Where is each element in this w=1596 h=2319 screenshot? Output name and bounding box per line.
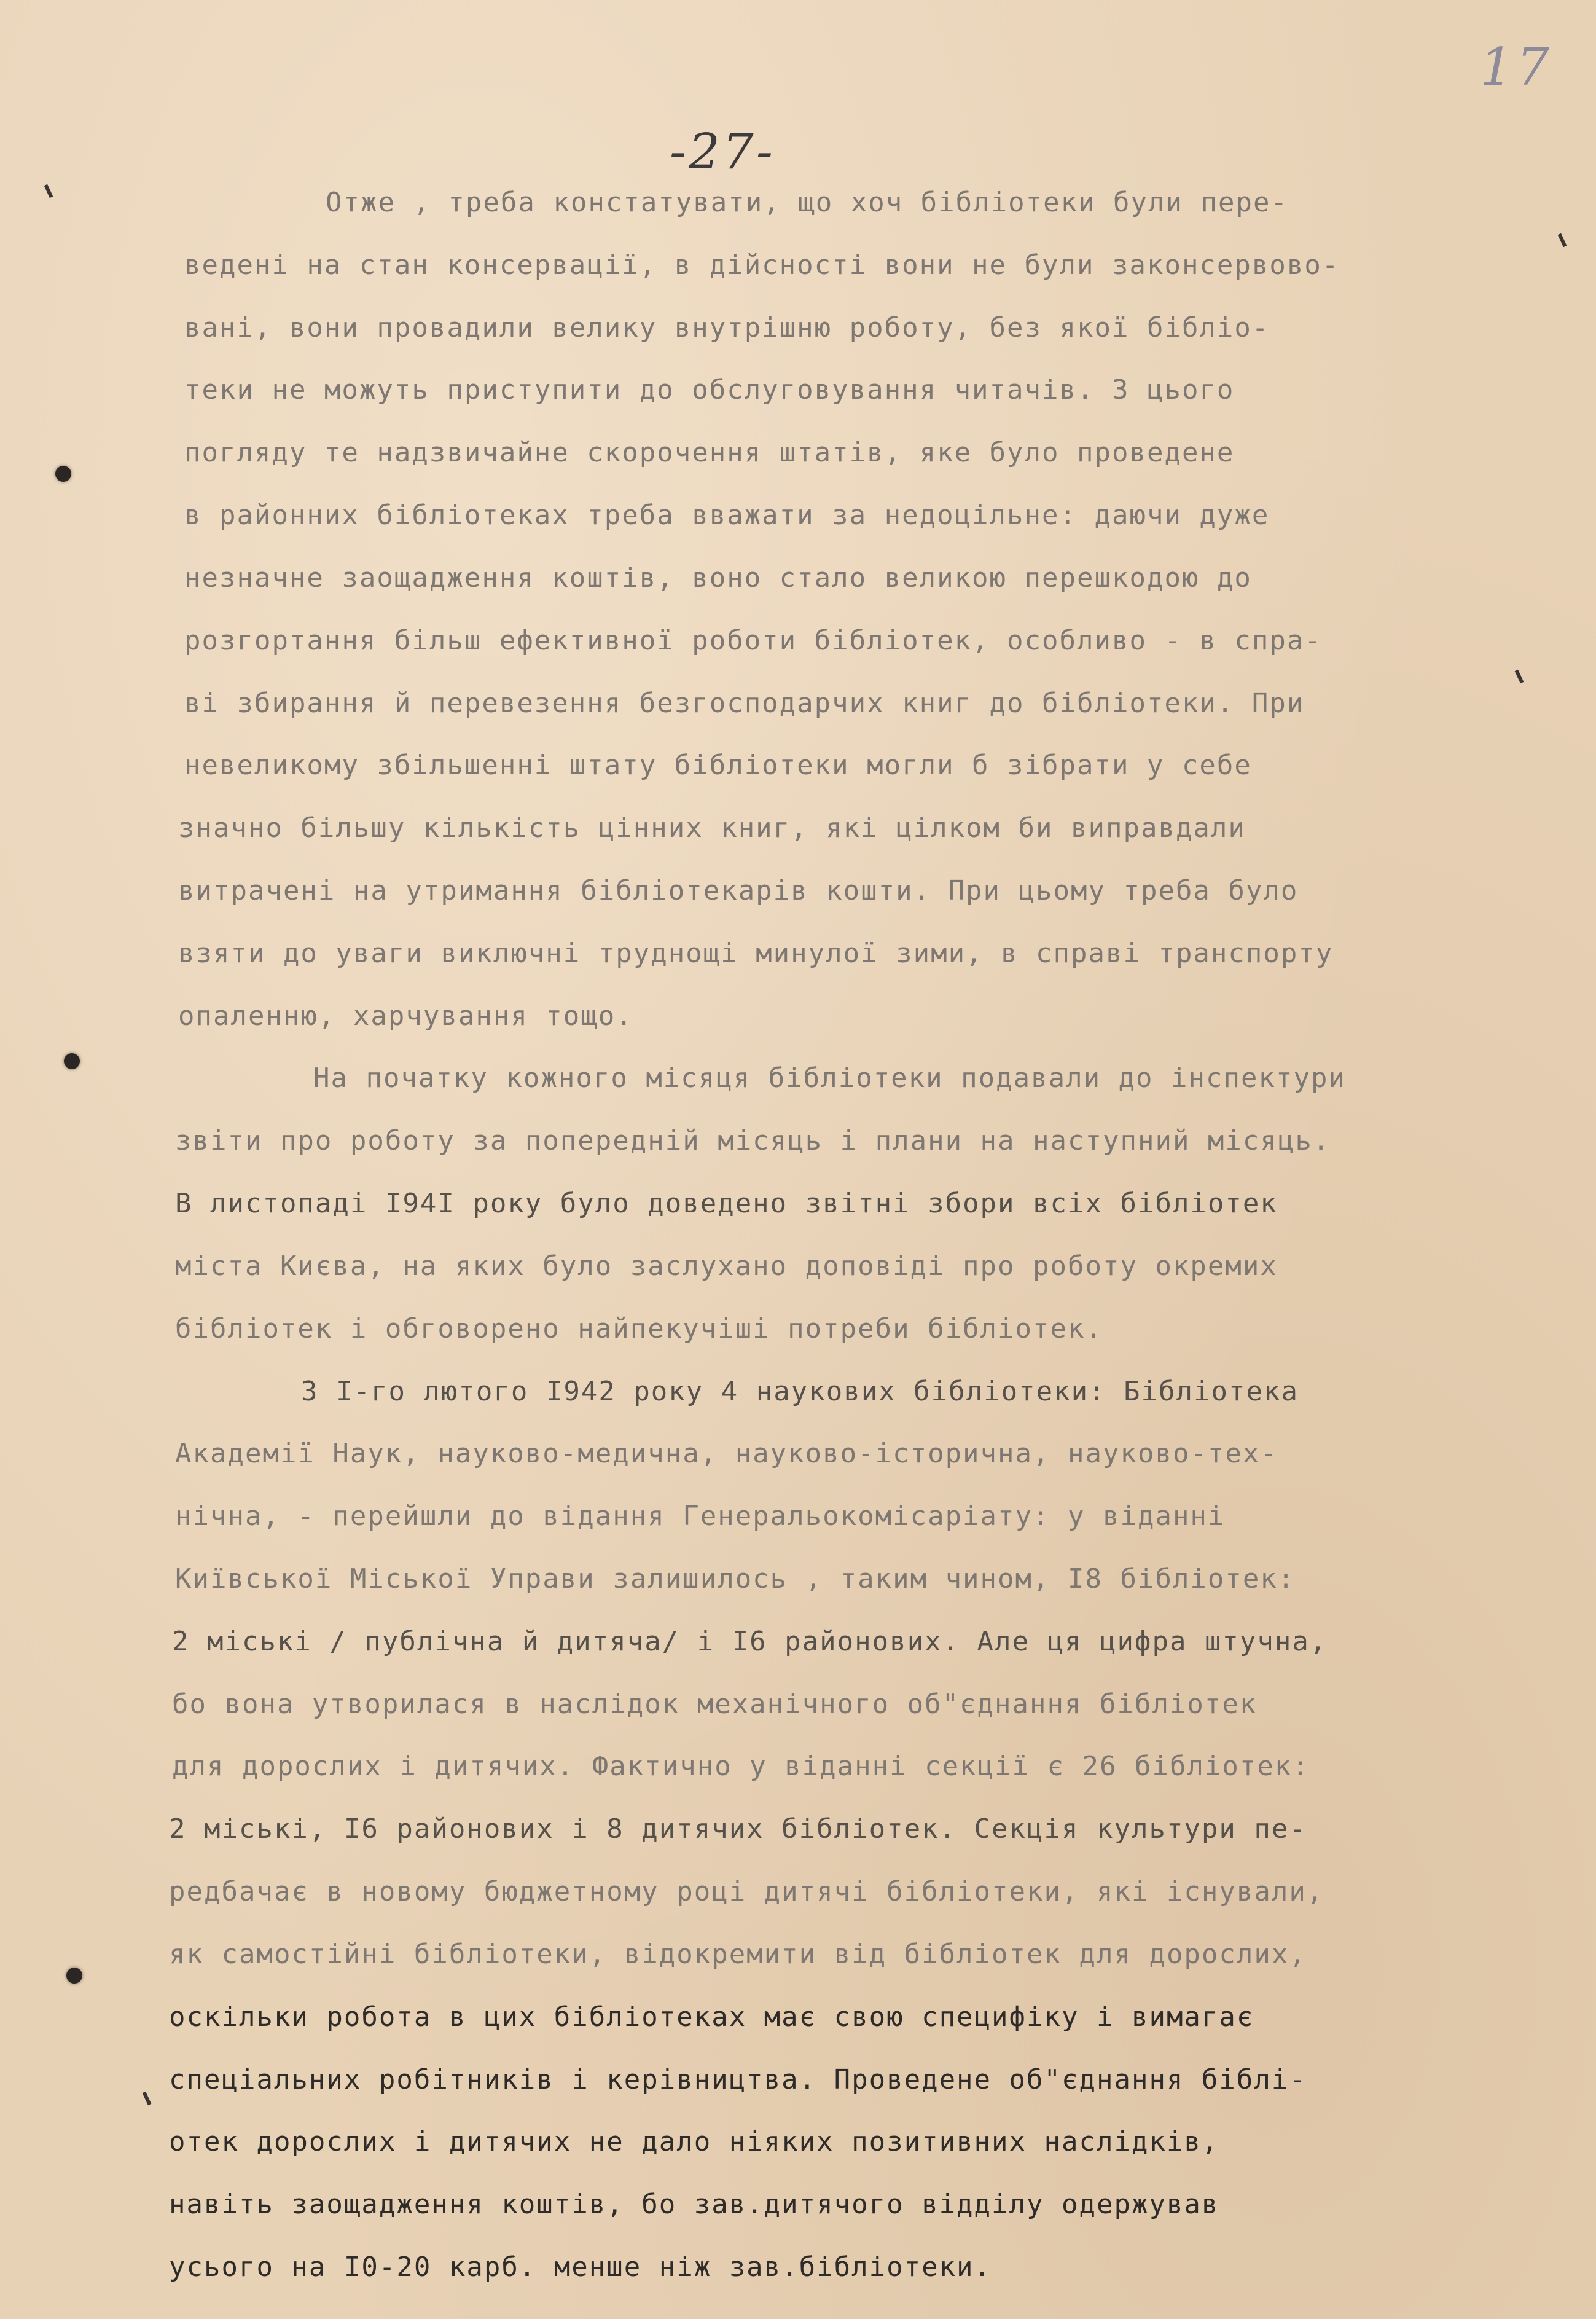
text-line: взяти до уваги виключні труднощі минулої зими, в справі транспорту xyxy=(178,938,1334,969)
text-line: оскільки робота в цих бібліотеках має свою специфіку і вимагає xyxy=(169,2001,1254,2033)
text-line: спеціальних робітників і керівництва. Проведене об"єднання біблі- xyxy=(169,2064,1307,2095)
binding-hole xyxy=(64,1053,80,1069)
text-line: навіть заощадження коштів, бо зав.дитячого відділу одержував xyxy=(169,2189,1219,2220)
text-line: невеликому збільшенні штату бібліотеки могли б зібрати у себе xyxy=(184,750,1252,781)
text-line: З I-го лютого I942 року 4 наукових бібліотеки: Бібліотека xyxy=(301,1376,1299,1407)
text-line: значно більшу кількість цінних книг, які цілком би виправдали xyxy=(178,812,1246,844)
text-line: нічна, - перейшли до відання Генеральокомісаріату: у віданні xyxy=(175,1501,1226,1532)
archive-sheet-number: 17 xyxy=(1480,37,1553,97)
text-line: вані, вони провадили велику внутрішню роботу, без якої бібліо- xyxy=(184,312,1270,343)
text-line: бо вона утворилася в наслідок механічного об"єднання бібліотек xyxy=(172,1689,1258,1720)
paper-mark xyxy=(44,184,53,198)
text-line: 2 міські, I6 районових і 8 дитячих бібліотек. Секція культури пе- xyxy=(169,1813,1307,1845)
text-line: погляду те надзвичайне скорочення штатів, яке було проведене xyxy=(184,437,1235,468)
text-line: опаленню, харчування тощо. xyxy=(178,1000,633,1032)
text-line: як самостійні бібліотеки, відокремити від бібліотек для дорослих, xyxy=(169,1939,1307,1970)
text-line: Академії Наук, науково-медична, науково-історична, науково-тех- xyxy=(175,1438,1278,1469)
text-line: На початку кожного місяця бібліотеки подавали до інспектури xyxy=(313,1062,1346,1094)
text-line: 2 міські / публічна й дитяча/ і I6 районових. Але ця цифра штучна, xyxy=(172,1626,1328,1657)
text-line: Київської Міської Управи залишилось , таким чином, I8 бібліотек: xyxy=(175,1563,1296,1595)
binding-hole xyxy=(55,466,71,482)
text-line: теки не можуть приступити до обслуговування читачів. З цього xyxy=(184,374,1235,406)
text-line: редбачає в новому бюджетному році дитячі бібліотеки, які існували, xyxy=(169,1876,1324,1907)
text-line: розгортання більш ефективної роботи бібліотек, особливо - в спра- xyxy=(184,625,1322,656)
text-line: ві збирання й перевезення безгосподарчих книг до бібліотеки. При xyxy=(184,688,1305,719)
paper-mark xyxy=(143,2092,152,2105)
text-line: В листопаді I94I року було доведено звітні збори всіх бібліотек xyxy=(175,1188,1278,1219)
text-line: для дорослих і дитячих. Фактично у віданні секції є 26 бібліотек: xyxy=(172,1751,1310,1782)
text-line: витрачені на утримання бібліотекарів кошти. При цьому треба було xyxy=(178,875,1299,906)
text-line: незначне заощадження коштів, воно стало великою перешкодою до xyxy=(184,562,1252,594)
text-line: отек дорослих і дитячих не дало ніяких позитивних наслідків, xyxy=(169,2126,1219,2157)
text-line: звіти про роботу за попередній місяць і плани на наступний місяць. xyxy=(175,1125,1331,1156)
page-number: -27- xyxy=(670,123,775,180)
text-line: Отже , треба констатувати, що хоч бібліотеки були пере- xyxy=(326,187,1288,218)
paper-mark xyxy=(1558,233,1567,247)
text-line: в районних бібліотеках треба вважати за недоцільне: даючи дуже xyxy=(184,500,1270,531)
text-line: міста Києва, на яких було заслухано доповіді про роботу окремих xyxy=(175,1250,1278,1282)
text-line: бібліотек і обговорено найпекучіші потреби бібліотек. xyxy=(175,1313,1103,1344)
text-line: усього на I0-20 карб. менше ніж зав.бібліотеки. xyxy=(169,2251,992,2283)
paper-mark xyxy=(1515,670,1524,683)
text-line: ведені на стан консервації, в дійсності вони не були законсервово- xyxy=(184,249,1340,281)
binding-hole xyxy=(66,1968,82,1984)
